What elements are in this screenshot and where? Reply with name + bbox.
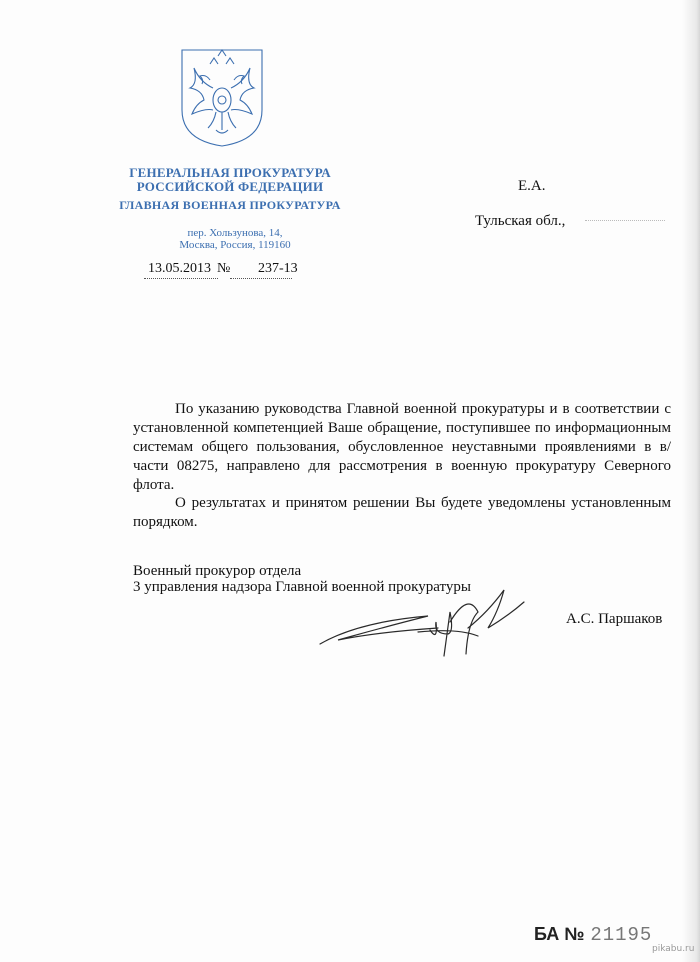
body-paragraph-1: [133, 400, 671, 495]
serial-value: 21195: [590, 924, 653, 946]
body-paragraph-2: [133, 494, 671, 532]
watermark: pikabu.ru: [652, 944, 695, 954]
signer-title-line1: Военный прокурор отдела: [133, 563, 302, 579]
serial-number: [534, 924, 652, 946]
document-date-value: 13.05.2013: [148, 261, 211, 276]
page-edge-shadow: [682, 0, 700, 962]
double-headed-eagle-icon: [180, 48, 264, 148]
org-name-line1: ГЕНЕРАЛЬНАЯ ПРОКУРАТУРА: [129, 165, 331, 180]
signer-name: А.С. Паршаков: [566, 611, 663, 627]
recipient-region: Тульская обл.,: [475, 213, 566, 229]
document-number-sign: №: [217, 261, 231, 276]
handwritten-signature: [318, 582, 528, 662]
document-number: [258, 261, 298, 277]
address-line2: Москва, Россия, 119160: [179, 239, 291, 251]
date-underline: [144, 278, 218, 279]
org-name-line3: ГЛАВНАЯ ВОЕННАЯ ПРОКУРАТУРА: [119, 198, 341, 212]
address-line1: пер. Хользунова, 14,: [187, 227, 283, 239]
body-paragraph-2-text: О результатах и принятом решении Вы будете уведомлены установленным порядком.: [133, 495, 671, 530]
body-paragraph-1-text: По указанию руководства Главной военной прокуратуры и в соответствии с установленной компетенцией Ваше обращение, поступившее по информационным системам общего пользования, обусловленное неуставными проявлениями в в/части 08275, направлено для рассмотрения в военную прокуратуру Северного флота.: [133, 401, 671, 493]
recipient-redacted-line: [585, 220, 665, 221]
signer-title-line2: 3 управления надзора Главной военной прокуратуры: [133, 579, 471, 595]
number-underline: [230, 278, 292, 279]
org-name-line2: РОССИЙСКОЙ ФЕДЕРАЦИИ: [136, 179, 324, 194]
document-date: [148, 261, 211, 277]
serial-label: БА №: [534, 924, 585, 944]
recipient-name: Е.А.: [518, 178, 546, 194]
document-number-value: 237-13: [258, 261, 298, 276]
